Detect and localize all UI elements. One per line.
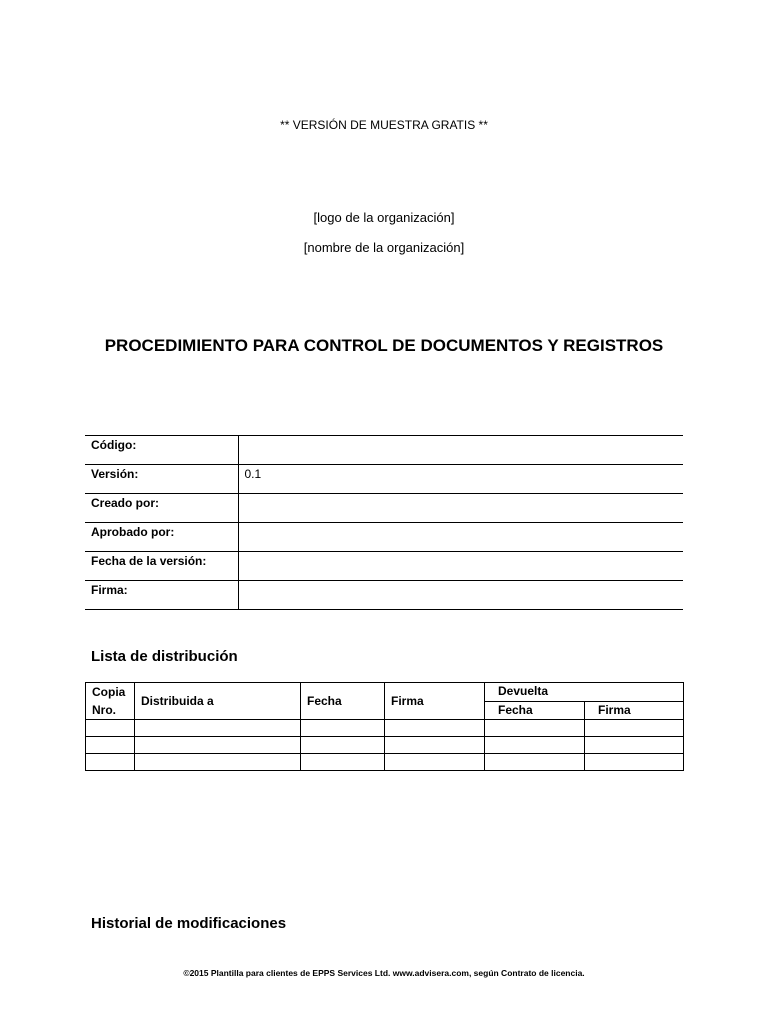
table-cell [301, 737, 385, 754]
table-cell [585, 737, 684, 754]
header-date: Fecha [301, 683, 385, 720]
table-cell [86, 754, 135, 771]
metadata-value [238, 494, 683, 523]
header-returned-date: Fecha [485, 701, 585, 720]
table-cell [485, 754, 585, 771]
table-row [86, 720, 684, 737]
metadata-value: 0.1 [238, 465, 683, 494]
distribution-table [85, 682, 684, 771]
metadata-row-approved-by [85, 523, 683, 552]
license-footer: ©2015 Plantilla para clientes de EPPS Services Ltd. www.advisera.com, según Contrato de licencia. [183, 968, 585, 978]
metadata-label: Creado por: [85, 494, 238, 523]
header-returned: Devuelta [485, 683, 684, 702]
header-signature: Firma [385, 683, 485, 720]
document-metadata-table [85, 435, 683, 610]
header-distributed-to: Distribuida a [135, 683, 301, 720]
metadata-row-signature [85, 581, 683, 610]
metadata-label: Firma: [85, 581, 238, 610]
metadata-row-created-by [85, 494, 683, 523]
metadata-label: Versión: [85, 465, 238, 494]
distribution-list-heading: Lista de distribución [91, 648, 238, 665]
metadata-value [238, 436, 683, 465]
table-cell [86, 720, 135, 737]
table-cell [485, 720, 585, 737]
table-cell [86, 737, 135, 754]
metadata-row-version-date [85, 552, 683, 581]
table-cell [135, 737, 301, 754]
table-row [86, 754, 684, 771]
metadata-label: Código: [85, 436, 238, 465]
table-cell [301, 720, 385, 737]
header-returned-signature: Firma [585, 701, 684, 720]
document-title: PROCEDIMIENTO PARA CONTROL DE DOCUMENTOS Y REGISTROS [104, 336, 664, 355]
header-copy-number: Copia Nro. [86, 683, 135, 720]
table-cell [301, 754, 385, 771]
table-cell [385, 754, 485, 771]
metadata-label: Fecha de la versión: [85, 552, 238, 581]
metadata-value [238, 552, 683, 581]
metadata-label: Aprobado por: [85, 523, 238, 552]
metadata-row-code [85, 436, 683, 465]
table-cell [385, 720, 485, 737]
table-cell [485, 737, 585, 754]
organization-name-placeholder: [nombre de la organización] [303, 240, 465, 255]
table-cell [585, 720, 684, 737]
table-cell [385, 737, 485, 754]
modification-history-heading: Historial de modificaciones [91, 915, 287, 932]
metadata-value [238, 523, 683, 552]
sample-version-notice: ** VERSIÓN DE MUESTRA GRATIS ** [280, 118, 488, 132]
table-cell [135, 754, 301, 771]
table-header-row [86, 683, 684, 702]
metadata-value [238, 581, 683, 610]
organization-logo-placeholder: [logo de la organización] [313, 210, 455, 225]
table-row [86, 737, 684, 754]
metadata-row-version [85, 465, 683, 494]
table-cell [585, 754, 684, 771]
table-cell [135, 720, 301, 737]
